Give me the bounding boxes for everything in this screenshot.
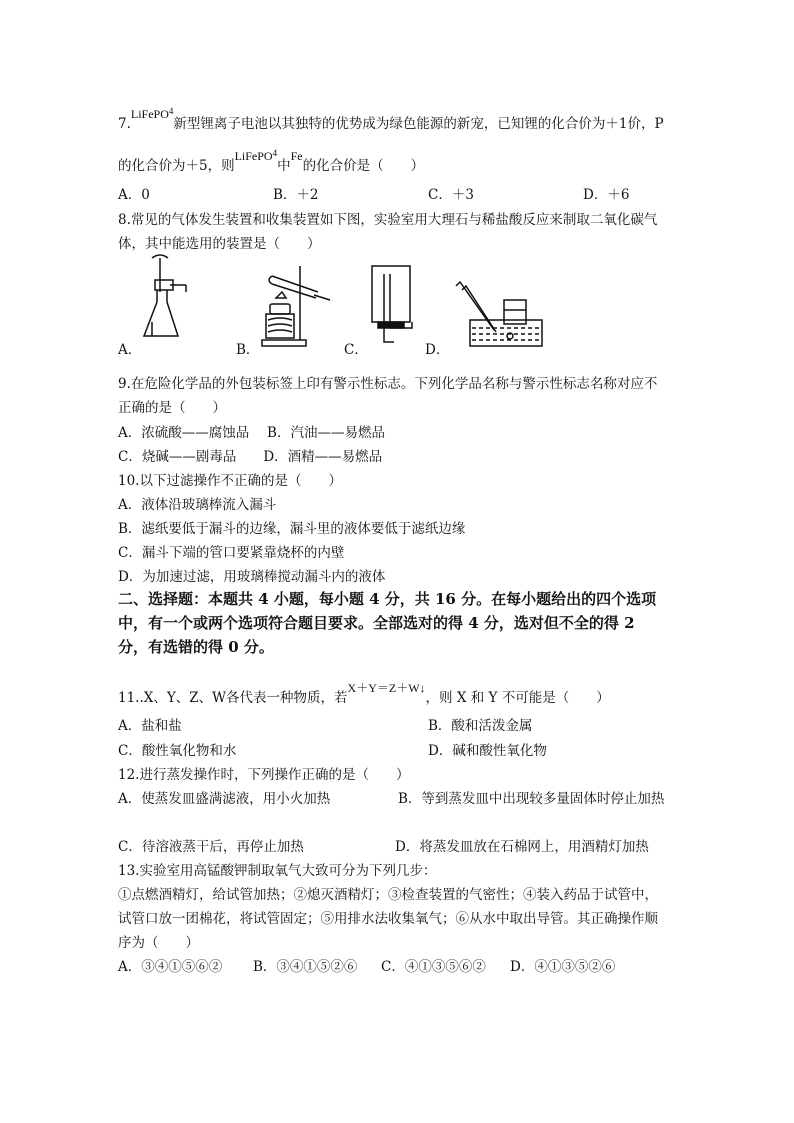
section2-line2: 中，有一个或两个选项符合题目要求。全部选对的得 4 分，选对但不全的得 2: [118, 614, 635, 632]
q8-line1: 8.常见的气体发生装置和收集装置如下图，实验室用大理石与稀盐酸反应来制取二氧化碳气: [118, 212, 658, 228]
apparatus-c-label: C．: [344, 342, 368, 358]
q7-text2b: 中: [277, 158, 291, 174]
section2-line1: 二、选择题：本题共 4 小题，每小题 4 分，共 16 分。在每小题给出的四个选项: [118, 590, 657, 608]
q9-row2: C．烧碱——剧毒品 D．酒精——易燃品: [118, 449, 383, 465]
q10-option-b: B．滤纸要低于漏斗的边缘，漏斗里的液体要低于滤纸边缘: [118, 521, 466, 537]
q8-line2: 体，其中能选用的装置是（ ）: [118, 236, 321, 252]
q9-line2: 正确的是（ ）: [118, 400, 226, 416]
apparatus-d-label: D．: [425, 342, 450, 358]
q12-option-a: A．使蒸发皿盛满滤液，用小火加热: [118, 791, 331, 807]
q7-formula1-subscript: 4: [168, 106, 174, 116]
q10-option-d: D．为加速过滤，用玻璃棒搅动漏斗内的液体: [118, 569, 386, 585]
q13-option-c: C．④①③⑤⑥②: [381, 959, 486, 975]
q10-option-a: A．液体沿玻璃棒流入漏斗: [118, 497, 277, 513]
q11-stem-a: 11..X、Y、Z、W各代表一种物质，若: [118, 690, 348, 706]
q13-line4: 序为（ ）: [118, 935, 199, 951]
q13-line3: 试管口放一团棉花，将试管固定；⑤用排水法收集氧气；⑥从水中取出导管。其正确操作顺: [118, 911, 658, 927]
q11-option-a: A．盐和盐: [118, 718, 182, 734]
q7-formula1: [131, 107, 174, 121]
q9-row1: A．浓硫酸——腐蚀品 B．汽油——易燃品: [118, 425, 385, 441]
q7-line1: [118, 106, 664, 132]
q12-option-b: B．等到蒸发皿中出现较多量固体时停止加热: [398, 791, 665, 807]
q12-stem: 12.进行蒸发操作时，下列操作正确的是（ ）: [118, 767, 410, 783]
section2-line3: 分，有选错的得 0 分。: [118, 638, 274, 656]
q7-option-d: D．＋6: [583, 187, 630, 203]
q13-option-b: B．③④①⑤②⑥: [253, 959, 358, 975]
apparatus-b-label: B．: [236, 342, 260, 358]
q7-line2: [118, 148, 425, 174]
q7-option-c: C．＋3: [428, 187, 474, 203]
apparatus-a-label: A．: [118, 342, 142, 358]
q7-number: 7.: [118, 116, 131, 132]
q11-option-b: B．酸和活泼金属: [428, 718, 533, 734]
q9-line1: 9.在危险化学品的外包装标签上印有警示性标志。下列化学品名称与警示性标志名称对应不: [118, 376, 658, 392]
q12-option-c: C．待溶液蒸干后，再停止加热: [118, 839, 304, 855]
q13-stem: 13.实验室用高锰酸钾制取氧气大致可分为下列几步：: [118, 863, 437, 879]
q7-text1: 新型锂离子电池以其独特的优势成为绿色能源的新宠，已知锂的化合价为＋1价，P: [173, 116, 664, 132]
q7-formula2: [235, 149, 278, 163]
q13-line2: ①点燃酒精灯，给试管加热；②熄灭酒精灯；③检查装置的气密性；④装入药品于试管中，: [118, 887, 658, 903]
q11-option-c: C．酸性氧化物和水: [118, 743, 237, 759]
q7-text2c: 的化合价是（ ）: [302, 158, 425, 174]
q7-option-a: A．0: [118, 187, 150, 203]
q7-formula2-subscript: 4: [272, 148, 278, 158]
q11-equation: X＋Y＝Z＋W↓: [347, 681, 426, 695]
q13-option-d: D．④①③⑤②⑥: [510, 959, 616, 975]
apparatus-b-heating-icon: [258, 262, 338, 348]
q11-stem-b: ，则 X 和 Y 不可能是（ ）: [425, 690, 610, 706]
q7-formula2-text: LiFePO: [234, 149, 273, 163]
apparatus-d-trough-icon: [452, 276, 544, 348]
q13-option-a: A．③④①⑤⑥②: [118, 959, 223, 975]
q7-fe: Fe: [290, 149, 303, 163]
q11-option-d: D．碱和酸性氧化物: [428, 743, 547, 759]
q7-option-b: B．＋2: [273, 187, 319, 203]
apparatus-a-flask-icon: [140, 252, 200, 344]
q12-option-d: D．将蒸发皿放在石棉网上，用酒精灯加热: [395, 839, 649, 855]
q11-stem: [118, 681, 610, 706]
q10-stem: 10.以下过滤操作不正确的是（ ）: [118, 473, 342, 489]
apparatus-c-bottle-icon: [366, 262, 420, 346]
q7-text2a: 的化合价为＋5，则: [118, 158, 235, 174]
q7-formula1-text: LiFePO: [130, 107, 169, 121]
q10-option-c: C．漏斗下端的管口要紧靠烧杯的内壁: [118, 545, 345, 561]
